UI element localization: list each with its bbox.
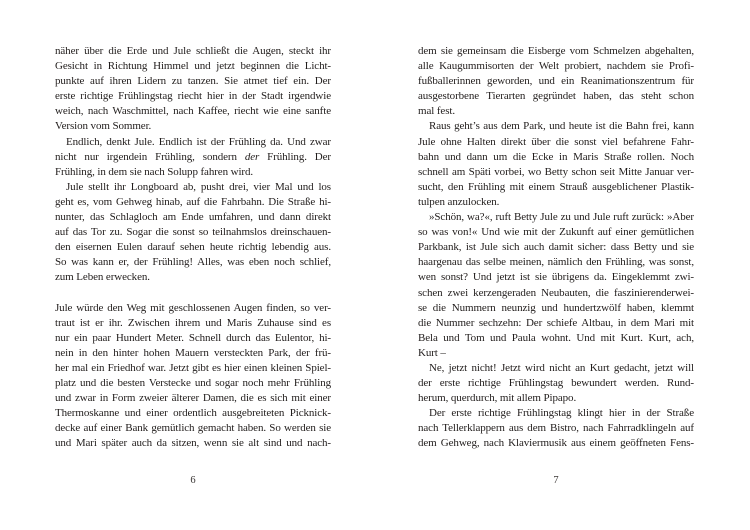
text-line: tulpen anzulocken. — [418, 195, 500, 208]
right-page — [418, 44, 694, 486]
text-line: die Nummer sechzehn: Der schiefe Altbau, in dem Mari mit — [418, 316, 694, 329]
text-line: den eisernen Eulen darauf sehen heute richtig lebendig aus. — [55, 241, 331, 254]
text-line: nach Tellerklappern aus dem Bistro, nach Fahrradklingeln auf — [418, 422, 694, 435]
text-line: so was von!« Und wie mit der Zukunft auf einer gemütlichen — [418, 226, 694, 239]
blank-line — [55, 286, 331, 301]
text-line: auf das Tor zu. Sogar die sonst so teilnahmslos dreinschauen- — [55, 226, 331, 239]
left-page — [55, 44, 331, 486]
text-line: nur ein paar Hundert Meter. Schnell durch das Eulentor, hi- — [55, 331, 331, 344]
text-line: wen sonst? Und jetzt ist sie übrigens da. Eingeklemmt zwi- — [418, 271, 694, 284]
text-line: So was kann er, der Frühling! Alles, was eben noch schlief, — [55, 256, 331, 269]
text-line: Jule stellt ihr Longboard ab, pusht drei, vier Mal und los — [66, 180, 331, 193]
text-line: traut ist er ihr. Zwischen ihrem und Maris Zuhause sind es — [55, 316, 331, 329]
text-line: Der erste richtige Frühlingstag klingt hier in der Straße — [429, 407, 694, 420]
text-line: »Schön, wa?«, ruft Betty Jule zu und Jule ruft zurück: »Aber — [429, 211, 694, 224]
right-page-text — [418, 44, 694, 452]
text-line: Kurt – — [418, 346, 446, 359]
text-line: erste richtige Frühlingstag riecht hier in der Stadt irgendwie — [55, 90, 331, 103]
text-line: Frühling, in dem sie nach Solupp fahren wird. — [55, 165, 254, 178]
text-line: herum, querdurch, mit allem Pipapo. — [418, 392, 577, 405]
text-line: Jule würde den Weg mit geschlossenen Augen finden, so ver- — [55, 301, 331, 314]
text-line: Raus geht’s aus dem Park, und heute ist die Bahn frei, kann — [429, 120, 694, 133]
text-line: sucht, den Frühling mit einem Strauß ausgeblichener Plastik- — [418, 180, 694, 193]
text-line: Thermoskanne und einer ordentlich ausgebreiteten Picknick- — [55, 407, 331, 420]
text-line: schen zwei kerzengeraden Neubauten, die faszinierenderwei- — [418, 286, 694, 299]
text-line: Jule ohne Halten direkt über die sonst viel befahrene Fahr- — [418, 135, 694, 148]
text-line: Version vom Sommer. — [55, 120, 152, 133]
left-page-number: 6 — [190, 474, 196, 486]
text-line: Parkbank, ist Jule sich auch damit sicher: dass Betty und sie — [418, 241, 694, 254]
text-line: fußballerinnen geworden, und ein Reanimationszentrum für — [418, 75, 694, 88]
text-line: dem Gehweg, nach Klaviermusik aus einem geöffneten Fens- — [418, 437, 694, 450]
text-line: weich, nach Waschmittel, nach Kaffee, riecht wie eine sanfte — [55, 105, 331, 118]
text-line: und Mari später auch da sitzen, wenn sie alt sind und nach- — [55, 437, 331, 450]
text-line: Ne, jetzt nicht! Jetzt wird nicht an Kurt gedacht, jetzt will — [429, 361, 694, 374]
left-page-text — [55, 44, 331, 452]
text-line: Gesicht in Richtung Himmel und jetzt beginnen die Licht- — [55, 60, 331, 73]
text-line: haargenau das selbe meinen, nämlich den Frühling, was sonst, — [418, 256, 694, 269]
text-line: platz und die besten Verstecke und sogar noch mehr Frühling — [55, 377, 331, 390]
text-line: Endlich, denkt Jule. Endlich ist der Frühling da. Und zwar — [66, 135, 331, 148]
text-line: punkte auf ihren Lidern zu tanzen. Sie atmet tief ein. Der — [55, 75, 331, 88]
text-line: nein in den hinter hohen Mauern versteckten Park, der frü- — [55, 346, 331, 359]
text-line: decke auf einer Bank gemütlich gemacht haben. So werden sie — [55, 422, 331, 435]
text-line: ausgestorbene Tierarten gegründet haben, das steht schon — [418, 90, 694, 103]
text-line: nicht nur irgendein Frühling, sondern der Frühling. Der — [55, 150, 331, 163]
text-line: mal fest. — [418, 105, 455, 118]
text-line: her mal ein Friedhof war. Jetzt gibt es hier einen kleinen Spiel- — [55, 361, 331, 374]
text-line: zum Leben erwecken. — [55, 271, 150, 284]
text-line: geht es, vom Gehweg hinab, auf die Fahrbahn. Die Straße hi- — [55, 195, 331, 208]
text-line: schnell am Späti vorbei, wo Betty schon seit Mitte Januar ver- — [418, 165, 694, 178]
text-line: se die Nummern neunzig und hundertzwölf haben, klemmt — [418, 301, 694, 314]
text-line: dem sie gemeinsam die Eisberge vom Schmelzen abgehalten, — [418, 45, 694, 57]
text-line: bahn und dann um die Ecke in Maris Straße rollen. Noch — [418, 150, 694, 163]
text-line: nunter, das Schlagloch am Ende umfahren, und dann direkt — [55, 211, 331, 224]
right-page-number: 7 — [553, 474, 559, 486]
text-line: Bela und Tom und Paula wohnt. Und mit Kurt. Kurt, ach, — [418, 331, 694, 344]
text-line: der erste richtige Frühlingstag bewundert werden. Rund- — [418, 377, 694, 390]
text-line: und zwar in Form zweier älterer Damen, die es sich mit einer — [55, 392, 331, 405]
text-line: alle Kaugummisorten der Welt probiert, nachdem sie Profi- — [418, 60, 694, 73]
text-line: näher über die Erde und Jule schließt die Augen, steckt ihr — [55, 45, 331, 57]
